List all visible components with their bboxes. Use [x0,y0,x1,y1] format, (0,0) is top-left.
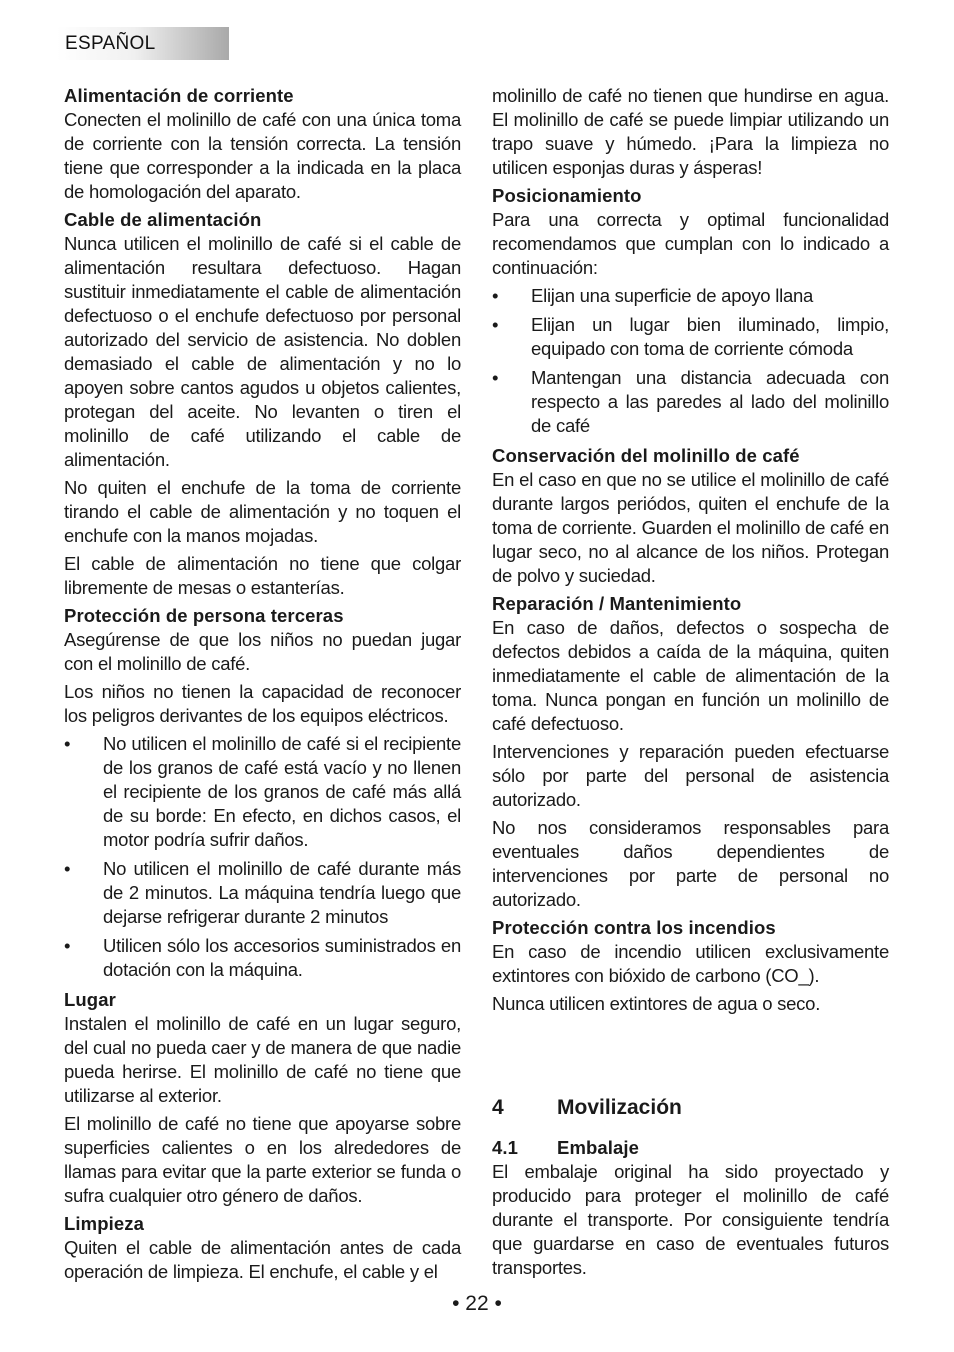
list-item [492,284,889,308]
paragraph: Instalen el molinillo de café en un lugar seguro, del cual no pueda caer y de manera de que nadie pueda herirse. El molinillo de café no tiene que utilizarse al exterior. [64,1013,461,1106]
section-heading-third-parties: Protección de persona terceras [64,605,344,626]
list-item-text: Mantengan una distancia adecuada con respecto a las paredes al lado del molinillo de café [531,367,889,436]
paragraph: En caso de incendio utilicen exclusivamente extintores con bióxido de carbono (CO_). [492,941,889,986]
section-heading-location: Lugar [64,989,116,1010]
list-item [492,313,889,361]
paragraph: No nos consideramos responsables para eventuales daños dependientes de intervenciones por parte de personal no autorizado. [492,817,889,910]
chapter-title: Movilización [557,1096,682,1119]
paragraph: En el caso en que no se utilice el molinillo de café durante largos periódos, quiten el enchufe de la toma de corriente. Guarden el molinillo de café en lugar seco, no al alcance de los niños. Protegan de polvo y suciedad. [492,469,889,586]
list-item [64,732,461,852]
page-number: • 22 • [452,1292,502,1315]
list-item [64,934,461,982]
bullet-icon: • [492,367,499,388]
paragraph: Intervenciones y reparación pueden efectuarse sólo por parte del personal de asistencia autorizado. [492,741,889,810]
subsection-heading [492,1136,889,1160]
section-heading-positioning: Posicionamiento [492,185,642,206]
bullet-list [492,284,889,438]
bullet-icon: • [64,935,71,956]
paragraph: El cable de alimentación no tiene que colgar libremente de mesas o estanterías. [64,553,461,598]
section-heading-cleaning: Limpieza [64,1213,144,1234]
paragraph: Conecten el molinillo de café con una única toma de corriente con la tensión correcta. La tensión tiene que corresponder a la indicada en la placa de homologación del aparato. [64,109,461,202]
left-column [64,84,461,1288]
list-item-text: No utilicen el molinillo de café durante más de 2 minutos. La máquina tendría luego que dejarse refrigerar durante 2 minutos [103,858,461,927]
paragraph: molinillo de café no tienen que hundirse en agua. El molinillo de café se puede limpiar utilizando un trapo suave y húmedo. ¡Para la limpieza no utilicen esponjas duras y ásperas! [492,85,889,178]
list-item-text: Elijan un lugar bien iluminado, limpio, equipado con toma de corriente cómoda [531,314,889,359]
chapter-number: 4 [492,1096,504,1119]
paragraph: El embalaje original ha sido proyectado y producido para proteger el molinillo de café durante el transporte. Por consiguiente tendría que guardarse en caso de eventuales futuros transportes. [492,1161,889,1278]
bullet-icon: • [64,733,71,754]
section-heading-fire: Protección contra los incendios [492,917,776,938]
subsection-number: 4.1 [492,1137,519,1158]
section-heading-storage: Conservación del molinillo de café [492,445,800,466]
paragraph: Los niños no tienen la capacidad de reconocer los peligros derivantes de los equipos eléctricos. [64,681,461,726]
bullet-icon: • [492,285,499,306]
section-heading-power: Alimentación de corriente [64,85,294,106]
list-item [64,857,461,929]
section-heading-power-cable: Cable de alimentación [64,209,262,230]
bullet-icon: • [64,858,71,879]
list-item-text: No utilicen el molinillo de café si el recipiente de los granos de café está vacío y no llenen el recipiente de los granos de café más allá de su borde: En efecto, en dichos casos, el motor podría sufrir daños. [103,733,461,850]
paragraph: Nunca utilicen el molinillo de café si el cable de alimentación resultara defectuoso. Hagan sustituir inmediatamente el cable de alimentación defectuoso o el enchufe defectuoso por personal autorizado del servicio de asistencia. No doblen demasiado el cable de alimentación y no lo apoyen sobre cantos agudos u objetos calientes, protegan del aceite. No levanten o tiren el molinillo de café utilizando el cable de alimentación. [64,233,461,470]
chapter-heading [492,1094,889,1122]
bullet-icon: • [492,314,499,335]
list-item [492,366,889,438]
section-heading-repair: Reparación / Mantenimiento [492,593,742,614]
paragraph: No quiten el enchufe de la toma de corriente tirando el cable de alimentación y no toquen el enchufe con la manos mojadas. [64,477,461,546]
language-tab: ESPAÑOL [57,27,229,60]
paragraph: Para una correcta y optimal funcionalidad recomendamos que cumplan con lo indicado a continuación: [492,209,889,278]
bullet-list [64,732,461,982]
paragraph: Nunca utilicen extintores de agua o seco. [492,993,821,1014]
paragraph: Asegúrense de que los niños no puedan jugar con el molinillo de café. [64,629,461,674]
list-item-text: Elijan una superficie de apoyo llana [531,285,814,306]
paragraph: El molinillo de café no tiene que apoyarse sobre superficies calientes o en los alrededores de llamas para evitar que la parte exterior se funda o sufra cualquier otro género de daños. [64,1113,461,1206]
paragraph: Quiten el cable de alimentación antes de cada operación de limpieza. El enchufe, el cable y el [64,1237,461,1282]
paragraph: En caso de daños, defectos o sospecha de defectos debidos a caída de la máquina, quiten inmediatamente el cable de alimentación de la toma. Nunca pongan en función un molinillo de café defectuoso. [492,617,889,734]
right-column [492,84,889,1284]
list-item-text: Utilicen sólo los accesorios suministrados en dotación con la máquina. [103,935,461,980]
subsection-title: Embalaje [557,1137,640,1158]
